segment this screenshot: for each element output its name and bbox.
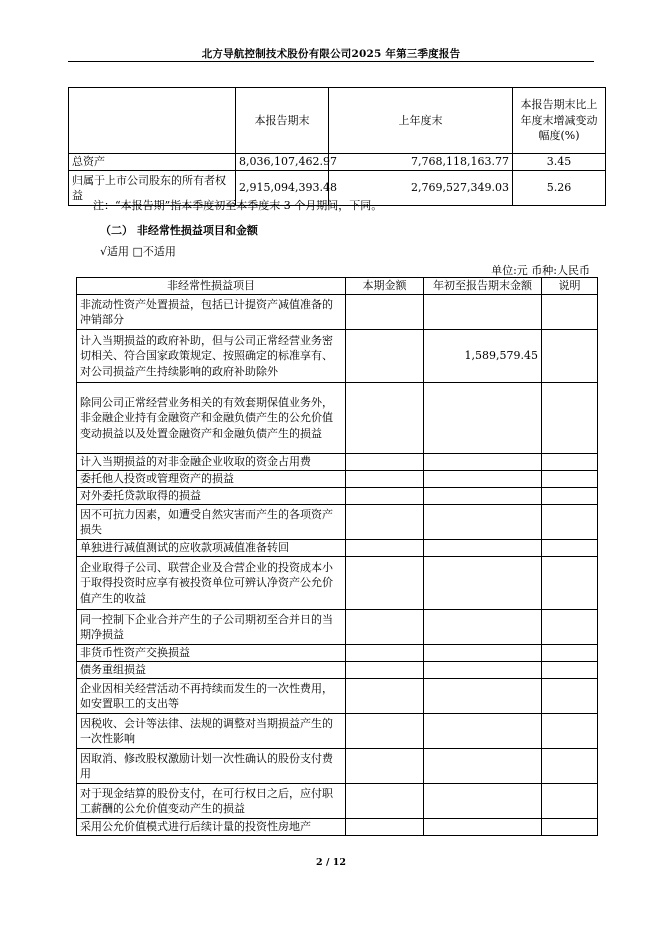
row-ytd [424,488,542,505]
table-row [77,540,598,557]
table-row [77,383,598,454]
row-ytd [424,471,542,488]
table-row [77,471,598,488]
table-row [77,488,598,505]
row-item: 计入当期损益的对非金融企业收取的资金占用费 [77,454,346,471]
page-number: 2 / 12 [316,857,346,868]
row-ytd [424,819,542,836]
summary-row-change: 5.26 [513,171,606,206]
summary-header-change: 本报告期末比上年度末增减变动幅度(%) [513,88,606,154]
row-current [346,662,424,679]
summary-row-current: 8,036,107,462.97 [236,154,329,171]
row-current [346,488,424,505]
row-note [542,610,598,645]
row-ytd: 1,589,579.45 [424,330,542,383]
table-row [77,819,598,836]
row-note [542,784,598,819]
row-note [542,662,598,679]
row-item: 采用公允价值模式进行后续计量的投资性房地产 [77,819,346,836]
report-header-title: 北方导航控制技术股份有限公司2025 年第三季度报告 [201,48,461,60]
period-note: 注：“本报告期”指本季度初至本季度末 3 个月期间，下同。 [93,199,383,212]
summary-row-prior: 7,768,118,163.77 [329,154,513,171]
row-ytd [424,454,542,471]
row-ytd [424,540,542,557]
header-current: 本期金额 [346,278,424,295]
row-note [542,819,598,836]
row-ytd [424,749,542,784]
table-row [77,784,598,819]
row-item: 同一控制下企业合并产生的子公司期初至合并日的当期净损益 [77,610,346,645]
nonrecurring-header-row [77,278,598,295]
summary-header-row [69,88,606,154]
row-item: 企业因相关经营活动不再持续而发生的一次性费用，如安置职工的支出等 [77,679,346,714]
header-divider [68,61,594,62]
row-item: 除同公司正常经营业务相关的有效套期保值业务外，非金融企业持有金融资产和金融负债产生的公允价值变动损益以及处置金融资产和金融负债产生的损益 [77,383,346,454]
row-item: 因税收、会计等法律、法规的调整对当期损益产生的一次性影响 [77,714,346,749]
table-row [77,645,598,662]
row-note [542,471,598,488]
row-item: 对外委托贷款取得的损益 [77,488,346,505]
row-ytd [424,383,542,454]
row-note [542,295,598,330]
row-note [542,383,598,454]
row-note [542,505,598,540]
applicability-checkbox-line: √适用 □不适用 [100,245,176,258]
row-item: 计入当期损益的政府补助，但与公司正常经营业务密切相关、符合国家政策规定、按照确定的标准享有、对公司损益产生持续影响的政府补助除外 [77,330,346,383]
summary-row-label: 归属于上市公司股东的所有者权益 [69,171,236,206]
row-note [542,714,598,749]
row-note [542,540,598,557]
summary-header-prior: 上年度末 [329,88,513,154]
summary-row-current: 2,915,094,393.48 [236,171,329,206]
row-ytd [424,557,542,610]
row-item: 因取消、修改股权激励计划一次性确认的股份支付费用 [77,749,346,784]
row-ytd [424,505,542,540]
row-ytd [424,679,542,714]
row-ytd [424,295,542,330]
row-ytd [424,714,542,749]
row-item: 对于现金结算的股份支付，在可行权日之后，应付职工薪酬的公允价值变动产生的损益 [77,784,346,819]
row-note [542,679,598,714]
header-ytd: 年初至报告期末金额 [424,278,542,295]
row-current [346,784,424,819]
row-item: 债务重组损益 [77,662,346,679]
row-note [542,557,598,610]
row-current [346,714,424,749]
row-item: 企业取得子公司、联营企业及合营企业的投资成本小于取得投资时应享有被投资单位可辨认净资产公允价值产生的收益 [77,557,346,610]
row-note [542,488,598,505]
summary-header-blank [69,88,236,154]
header-note: 说明 [542,278,598,295]
row-current [346,679,424,714]
row-current [346,505,424,540]
row-current [346,645,424,662]
table-row [77,714,598,749]
summary-row-change: 3.45 [513,154,606,171]
row-current [346,383,424,454]
summary-header-current: 本报告期末 [236,88,329,154]
table-row [77,557,598,610]
row-ytd [424,645,542,662]
summary-table [68,87,606,206]
row-note [542,749,598,784]
row-current [346,454,424,471]
row-note [542,645,598,662]
row-item: 委托他人投资或管理资产的损益 [77,471,346,488]
row-ytd [424,610,542,645]
row-item: 因不可抗力因素，如遭受自然灾害而产生的各项资产损失 [77,505,346,540]
nonrecurring-table [76,277,598,836]
table-row [77,610,598,645]
row-current [346,330,424,383]
summary-row-prior: 2,769,527,349.03 [329,171,513,206]
summary-row-label: 总资产 [69,154,236,171]
row-item: 单独进行减值测试的应收款项减值准备转回 [77,540,346,557]
row-note [542,454,598,471]
table-row [77,749,598,784]
row-current [346,471,424,488]
row-current [346,819,424,836]
row-note [542,330,598,383]
row-item: 非流动性资产处置损益，包括已计提资产减值准备的冲销部分 [77,295,346,330]
row-current [346,557,424,610]
header-item: 非经常性损益项目 [77,278,346,295]
section-title: （二） 非经常性损益项目和金额 [100,224,258,237]
row-current [346,610,424,645]
table-row [77,330,598,383]
row-current [346,540,424,557]
row-current [346,295,424,330]
table-row [77,295,598,330]
table-row [77,662,598,679]
row-item: 非货币性资产交换损益 [77,645,346,662]
summary-row-total-assets [69,154,606,171]
table-row [77,679,598,714]
row-current [346,749,424,784]
unit-currency-line: 单位:元 币种:人民币 [491,264,590,277]
table-row [77,505,598,540]
table-row [77,454,598,471]
row-ytd [424,784,542,819]
row-ytd [424,662,542,679]
